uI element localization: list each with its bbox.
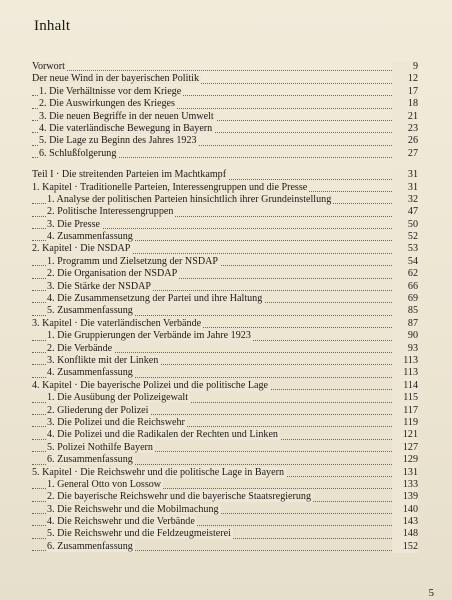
toc-entry xyxy=(32,219,418,231)
toc-entry xyxy=(32,380,418,392)
toc-entry xyxy=(32,268,418,280)
toc-entry-title: 3. Die neuen Begriffe in der neuen Umwelt xyxy=(39,110,214,122)
toc-entry-title: 1. Die Ausübung der Polizeigewalt xyxy=(47,392,189,404)
toc-entry xyxy=(32,392,418,404)
toc-entry-title: 1. Programm und Zielsetzung der NSDAP xyxy=(47,255,219,267)
toc-entry xyxy=(32,516,418,528)
toc-entry xyxy=(32,135,418,147)
toc-entry-page: 27 xyxy=(392,148,418,160)
table-of-contents xyxy=(32,61,418,553)
toc-entry-title: 3. Die Polizei und die Reichswehr xyxy=(47,416,185,428)
toc-entry-page: 127 xyxy=(392,442,418,454)
toc-entry-page: 18 xyxy=(392,98,418,110)
toc-entry xyxy=(32,111,418,123)
toc-entry-page: 66 xyxy=(392,281,418,293)
toc-entry xyxy=(32,429,418,441)
toc-entry xyxy=(32,467,418,479)
toc-entry-page: 9 xyxy=(392,61,418,73)
toc-entry xyxy=(32,169,418,181)
toc-entry xyxy=(32,318,418,330)
toc-entry-title: 2. Politische Interessengruppen xyxy=(47,206,174,218)
toc-entry-page: 87 xyxy=(392,318,418,330)
toc-entry xyxy=(32,417,418,429)
toc-entry-title: 3. Die Stärke der NSDAP xyxy=(47,280,152,292)
toc-entry-page: 143 xyxy=(392,516,418,528)
toc-entry xyxy=(32,330,418,342)
toc-entry xyxy=(32,73,418,85)
toc-entry-page: 85 xyxy=(392,305,418,317)
toc-entry-title: 2. Die Organisation der NSDAP xyxy=(47,268,178,280)
toc-entry-page: 23 xyxy=(392,123,418,135)
toc-entry-page: 12 xyxy=(392,73,418,85)
toc-entry xyxy=(32,123,418,135)
toc-entry xyxy=(32,454,418,466)
toc-entry-page: 133 xyxy=(392,479,418,491)
toc-entry xyxy=(32,206,418,218)
toc-entry-title: 3. Konflikte mit der Linken xyxy=(47,354,159,366)
toc-entry-page: 32 xyxy=(392,194,418,206)
toc-entry-title: 4. Die Reichswehr und die Verbände xyxy=(47,516,195,528)
toc-entry xyxy=(32,61,418,73)
toc-entry-page: 131 xyxy=(392,467,418,479)
toc-entry xyxy=(32,504,418,516)
toc-entry-title: 3. Kapitel · Die vaterländischen Verbände xyxy=(32,317,202,329)
toc-entry-page: 117 xyxy=(392,405,418,417)
toc-entry-page: 121 xyxy=(392,429,418,441)
toc-entry xyxy=(32,541,418,553)
toc-entry xyxy=(32,355,418,367)
toc-entry-title: 5. Zusammenfassung xyxy=(47,305,133,317)
toc-entry xyxy=(32,343,418,355)
toc-entry-title: Teil I · Die streitenden Parteien im Machtkampf xyxy=(32,169,227,181)
toc-entry xyxy=(32,231,418,243)
toc-entry-title: 4. Kapitel · Die bayerische Polizei und die politische Lage xyxy=(32,379,269,391)
toc-entry-page: 139 xyxy=(392,491,418,503)
toc-entry-title: 6. Schlußfolgerung xyxy=(39,147,117,159)
toc-entry-title: 1. General Otto von Lossow xyxy=(47,478,162,490)
toc-entry-title: 4. Die Zusammensetzung der Partei und ihre Haltung xyxy=(47,293,263,305)
toc-entry-page: 53 xyxy=(392,243,418,255)
toc-entry-page: 93 xyxy=(392,343,418,355)
toc-entry-title: 4. Die Polizei und die Radikalen der Rechten und Linken xyxy=(47,429,278,441)
toc-entry-title: 1. Analyse der politischen Parteien hinsichtlich ihrer Grundeinstellung xyxy=(47,193,332,205)
toc-entry-title: 2. Die Verbände xyxy=(47,342,113,354)
toc-entry-page: 140 xyxy=(392,504,418,516)
toc-entry xyxy=(32,86,418,98)
toc-entry-page: 114 xyxy=(392,380,418,392)
toc-entry-title: Vorwort xyxy=(32,61,65,72)
toc-entry-title: 5. Die Lage zu Beginn des Jahres 1923 xyxy=(39,135,197,147)
section-gap xyxy=(32,160,418,169)
page-title: Inhalt xyxy=(34,18,71,34)
toc-entry-title: 6. Zusammenfassung xyxy=(47,454,133,466)
toc-entry-title: 1. Kapitel · Traditionelle Parteien, Interessengruppen und die Presse xyxy=(32,181,308,193)
toc-entry xyxy=(32,98,418,110)
toc-entry xyxy=(32,305,418,317)
toc-entry-title: 1. Die Verhältnisse vor dem Kriege xyxy=(39,85,182,97)
toc-entry xyxy=(32,243,418,255)
toc-entry-page: 47 xyxy=(392,206,418,218)
toc-entry xyxy=(32,281,418,293)
toc-entry-title: 3. Die Reichswehr und die Mobilmachung xyxy=(47,503,219,515)
toc-entry xyxy=(32,528,418,540)
toc-entry-title: Der neue Wind in der bayerischen Politik xyxy=(32,73,200,85)
toc-entry-title: 2. Die Auswirkungen des Krieges xyxy=(39,98,175,110)
toc-entry-title: 5. Polizei Nothilfe Bayern xyxy=(47,441,153,453)
toc-entry-title: 2. Kapitel · Die NSDAP xyxy=(32,243,131,255)
toc-entry-page: 113 xyxy=(392,367,418,379)
toc-entry xyxy=(32,182,418,194)
toc-entry-page: 21 xyxy=(392,111,418,123)
toc-entry-page: 31 xyxy=(392,169,418,181)
toc-entry-title: 4. Die vaterländische Bewegung in Bayern xyxy=(39,122,213,134)
toc-entry xyxy=(32,148,418,160)
toc-entry-title: 3. Die Presse xyxy=(47,218,100,230)
toc-entry xyxy=(32,293,418,305)
dot-leader xyxy=(32,70,392,71)
toc-entry-title: 1. Die Gruppierungen der Verbände im Jahre 1923 xyxy=(47,330,251,342)
toc-entry-page: 148 xyxy=(392,528,418,540)
toc-entry-page: 115 xyxy=(392,392,418,404)
toc-entry-title: 4. Zusammenfassung xyxy=(47,231,133,243)
toc-entry-page: 54 xyxy=(392,256,418,268)
toc-entry-title: 5. Die Reichswehr und die Feldzeugmeisterei xyxy=(47,528,231,540)
toc-entry xyxy=(32,256,418,268)
toc-entry-page: 129 xyxy=(392,454,418,466)
toc-entry-page: 50 xyxy=(392,219,418,231)
toc-entry-page: 119 xyxy=(392,417,418,429)
toc-entry-page: 17 xyxy=(392,86,418,98)
toc-entry xyxy=(32,479,418,491)
toc-entry-title: 4. Zusammenfassung xyxy=(47,367,133,379)
page-number: 5 xyxy=(428,587,434,599)
toc-entry xyxy=(32,367,418,379)
toc-entry xyxy=(32,405,418,417)
toc-entry-title: 6. Zusammenfassung xyxy=(47,540,133,552)
toc-entry xyxy=(32,491,418,503)
toc-entry-page: 52 xyxy=(392,231,418,243)
toc-entry-page: 69 xyxy=(392,293,418,305)
toc-entry xyxy=(32,194,418,206)
toc-entry-title: 2. Gliederung der Polizei xyxy=(47,404,149,416)
toc-entry-page: 90 xyxy=(392,330,418,342)
toc-entry-page: 26 xyxy=(392,135,418,147)
toc-entry-page: 152 xyxy=(392,541,418,553)
toc-entry-page: 62 xyxy=(392,268,418,280)
toc-entry-page: 113 xyxy=(392,355,418,367)
toc-entry xyxy=(32,442,418,454)
toc-entry-title: 2. Die bayerische Reichswehr und die bayerische Staatsregierung xyxy=(47,491,312,503)
toc-entry-page: 31 xyxy=(392,182,418,194)
toc-entry-title: 5. Kapitel · Die Reichswehr und die politische Lage in Bayern xyxy=(32,466,284,478)
